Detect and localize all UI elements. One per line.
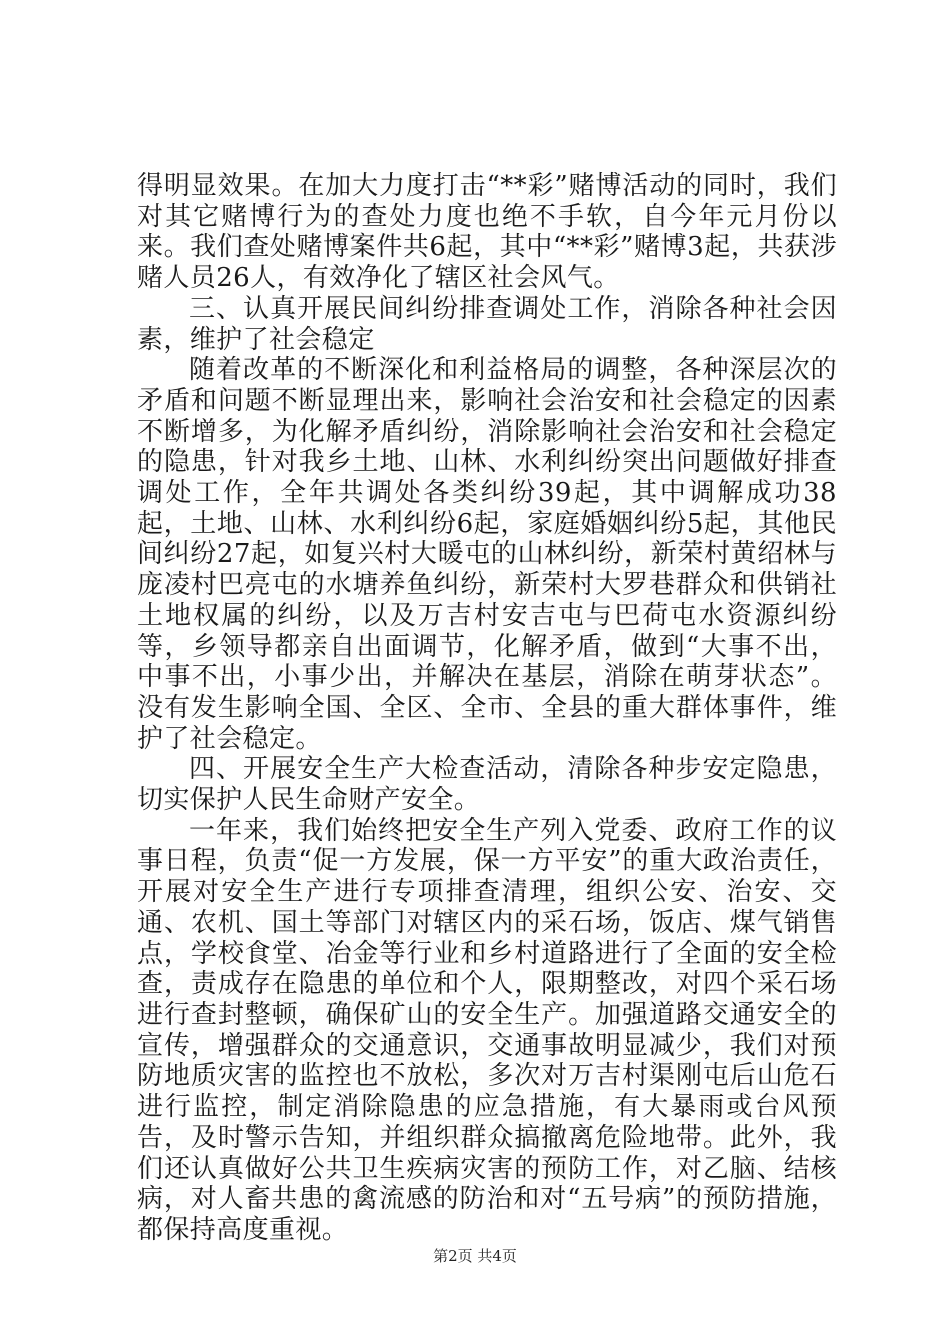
paragraph-continuation: 得明显效果。在加大力度打击“**彩”赌博活动的同时，我们对其它赌博行为的查处力度也绝不手软，自今年元月份以来。我们查处赌博案件共6起，其中“**彩”赌博3起，共获涉赌人员26人，有效净化了辖区社会风气。 <box>137 171 837 294</box>
section-heading-3: 三、认真开展民间纠纷排查调处工作，消除各种社会因素，维护了社会稳定 <box>137 293 837 355</box>
page-number-footer: 第2页 共4页 <box>433 1247 517 1265</box>
section-heading-4: 四、开展安全生产大检查活动，清除各种步安定隐患，切实保护人民生命财产安全。 <box>137 754 837 816</box>
document-body <box>137 171 837 1246</box>
paragraph-safety: 一年来，我们始终把安全生产列入党委、政府工作的议事日程，负责“促一方发展，保一方平安”的重大政治责任，开展对安全生产进行专项排查清理，组织公安、治安、交通、农机、国土等部门对辖区内的采石场，饭店、煤气销售点，学校食堂、冶金等行业和乡村道路进行了全面的安全检查，责成存在隐患的单位和个人，限期整改，对四个采石场进行查封整顿，确保矿山的安全生产。加强道路交通安全的宣传，增强群众的交通意识，交通事故明显减少，我们对预防地质灾害的监控也不放松，多次对万吉村渠刚屯后山危石进行监控，制定消除隐患的应急措施，有大暴雨或台风预告，及时警示告知，并组织群众搞撤离危险地带。此外，我们还认真做好公共卫生疾病灾害的预防工作，对乙脑、结核病，对人畜共患的禽流感的防治和对“五号病”的预防措施，都保持高度重视。 <box>137 815 837 1245</box>
paragraph-disputes: 随着改革的不断深化和利益格局的调整，各种深层次的矛盾和问题不断显理出来，影响社会治安和社会稳定的因素不断增多，为化解矛盾纠纷，消除影响社会治安和社会稳定的隐患，针对我乡土地、山林、水利纠纷突出问题做好排查调处工作，全年共调处各类纠纷39起，其中调解成功38起，土地、山林、水利纠纷6起，家庭婚姻纠纷5起，其他民间纠纷27起，如复兴村大暖屯的山林纠纷，新荣村黄绍林与庞凌村巴亮屯的水塘养鱼纠纷，新荣村大罗巷群众和供销社土地权属的纠纷，以及万吉村安吉屯与巴荷屯水资源纠纷等，乡领导都亲自出面调节，化解矛盾，做到“大事不出，中事不出，小事少出，并解决在基层，消除在萌芽状态”。没有发生影响全国、全区、全市、全县的重大群体事件，维护了社会稳定。 <box>137 355 837 754</box>
